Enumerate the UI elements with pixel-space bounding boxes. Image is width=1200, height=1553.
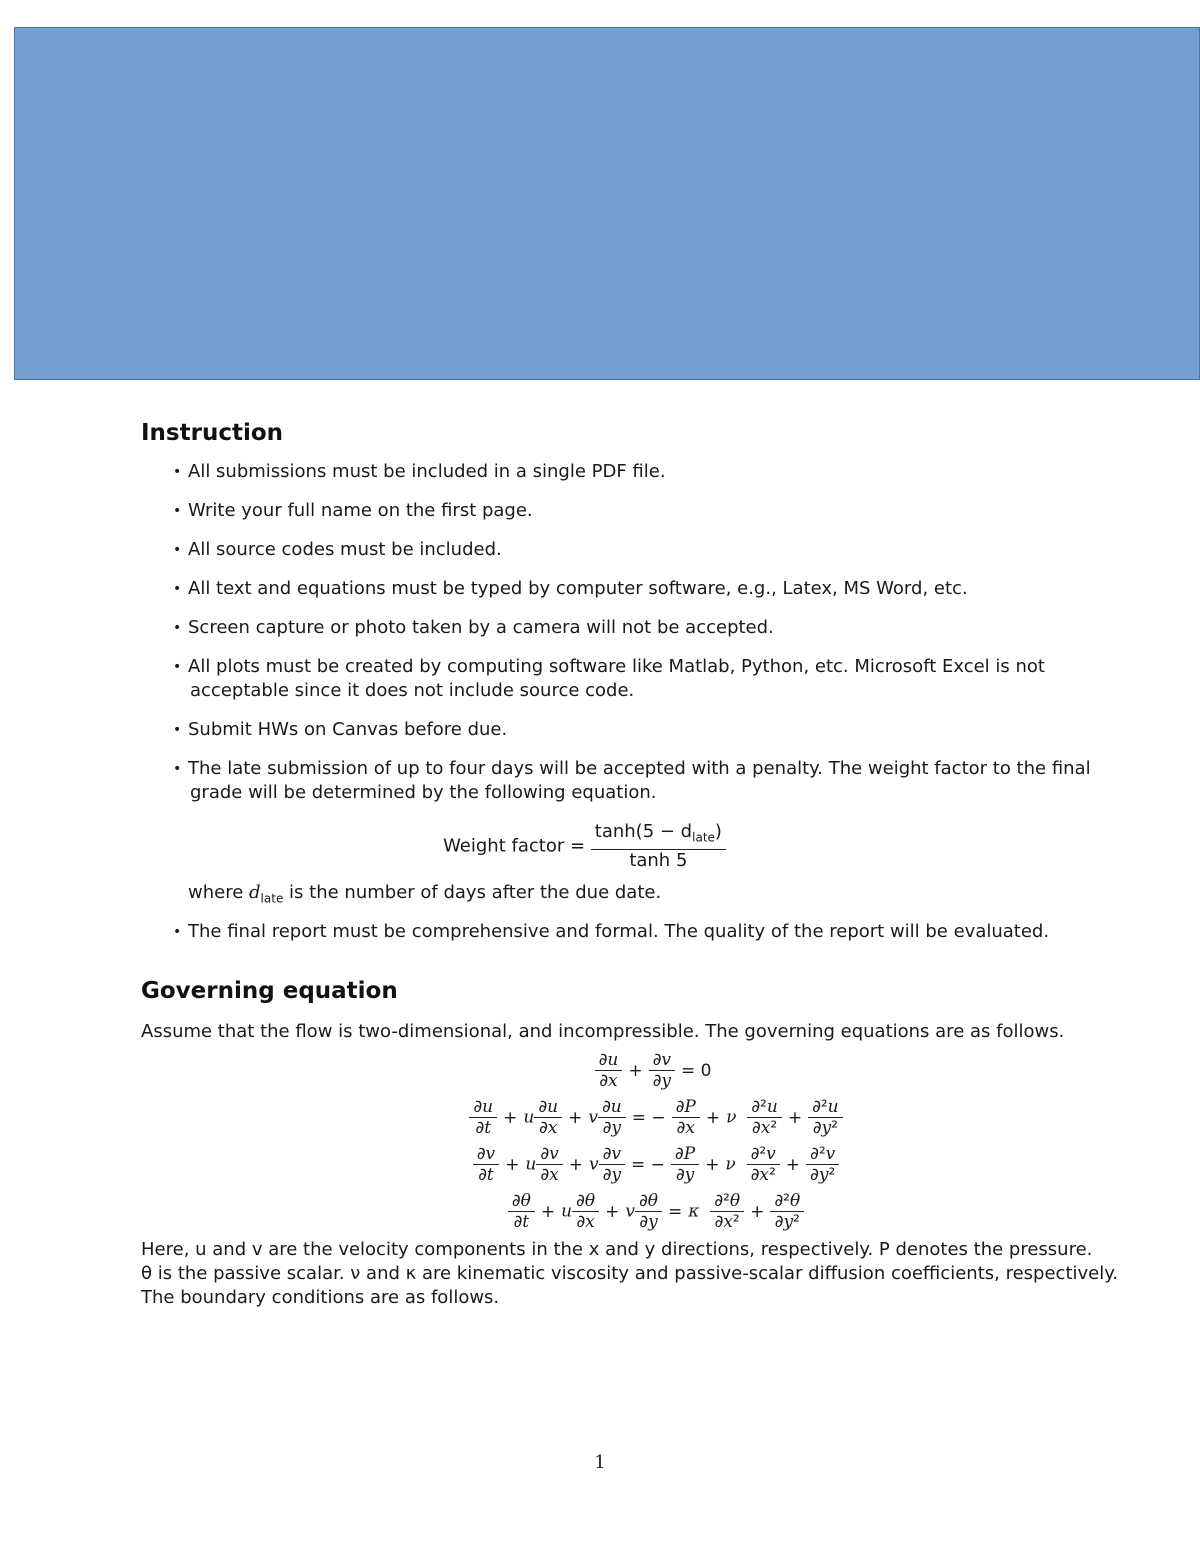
list-item-late: [173, 757, 1171, 872]
list-item: • Submit HWs on Canvas before due.: [173, 718, 1171, 742]
list-item: • Write your full name on the first page.: [173, 499, 1171, 523]
weight-label: Weight factor =: [443, 835, 586, 857]
desc-line: The boundary conditions are as follows.: [141, 1287, 500, 1309]
weight-numerator: tanh(5 − d: [594, 821, 693, 842]
governing-section: [141, 978, 1171, 1310]
where-sub: late: [260, 891, 284, 906]
plots-line-1: All plots must be created by computing software like Matlab, Python, etc. Microsoft Excel is not: [188, 656, 1045, 677]
plots-line-2: acceptable since it does not include source code.: [190, 680, 635, 701]
weight-factor-equation: [0, 821, 1171, 872]
list-item: • All source codes must be included.: [173, 538, 1171, 562]
instruction-list-tail: [141, 920, 1171, 944]
weight-numerator-subscript: late: [692, 830, 715, 845]
y-momentum-equation: $\frac{\partial v}{\partial t}$ + u $\frac{\partial v}{\partial x}$ + v $\frac{\partial v}{\partial y}$ = − $\frac{\partial P}{\partial y}$ + ν $\frac{\text{∂²v}}{\text{∂x²}}$ + $\frac{\text{∂²v}}{\text{∂y²}}$: [141, 1144, 1171, 1185]
governing-intro: Assume that the flow is two-dimensional, and incompressible. The governing equations are as follows.: [141, 1021, 1065, 1043]
continuity-equation: $\frac{\partial u}{\partial x}$ + $\frac{\partial v}{\partial y}$ = 0: [141, 1050, 1171, 1091]
document-body: [141, 420, 1171, 1310]
desc-line: Here, u and v are the velocity components in the x and y directions, respectively. P denotes the pressure.: [141, 1239, 1093, 1261]
list-item: • Screen capture or photo taken by a camera will not be accepted.: [173, 616, 1171, 640]
page-number: 1: [594, 1452, 606, 1473]
header-banner: [14, 27, 1200, 380]
governing-heading: Governing equation: [141, 978, 398, 1005]
where-post: is the number of days after the due date.: [283, 881, 662, 903]
late-line-2: grade will be determined by the following equation.: [190, 782, 657, 803]
late-line-1: The late submission of up to four days will be accepted with a penalty. The weight factor to the final: [188, 758, 1091, 779]
where-pre: where: [188, 881, 250, 903]
weight-denominator: tanh 5: [629, 849, 688, 871]
where-var: d: [249, 881, 261, 903]
variable-description: [141, 1238, 1171, 1310]
x-momentum-equation: $\frac{\partial u}{\partial t}$ + u $\frac{\partial u}{\partial x}$ + v $\frac{\partial u}{\partial y}$ = − $\frac{\partial P}{\partial x}$ + ν $\frac{\text{∂²u}}{\text{∂x²}}$ + $\frac{\text{∂²u}}{\text{∂y²}}$: [141, 1097, 1171, 1138]
weight-numerator-close: ): [714, 821, 722, 842]
list-item: • All text and equations must be typed by computer software, e.g., Latex, MS Word, etc.: [173, 577, 1171, 601]
scalar-transport-equation: $\frac{\partial\theta}{\partial t}$ + u $\frac{\partial\theta}{\partial x}$ + v $\frac{\partial\theta}{\partial y}$ = κ $\frac{\text{∂²θ}}{\text{∂x²}}$ + $\frac{\text{∂²θ}}{\text{∂y²}}$: [141, 1191, 1171, 1232]
instruction-list: [141, 460, 1171, 872]
instruction-heading: Instruction: [141, 420, 284, 446]
weight-fraction: [591, 821, 726, 872]
governing-equations: [141, 1050, 1171, 1232]
desc-line: θ is the passive scalar. ν and κ are kinematic viscosity and passive-scalar diffusion coefficients, respectively.: [141, 1263, 1119, 1285]
list-item-plots: [173, 655, 1171, 703]
list-item: • All submissions must be included in a single PDF file.: [173, 460, 1171, 484]
list-item: • The final report must be comprehensive and formal. The quality of the report will be evaluated.: [173, 920, 1171, 944]
where-note: [173, 882, 1171, 906]
